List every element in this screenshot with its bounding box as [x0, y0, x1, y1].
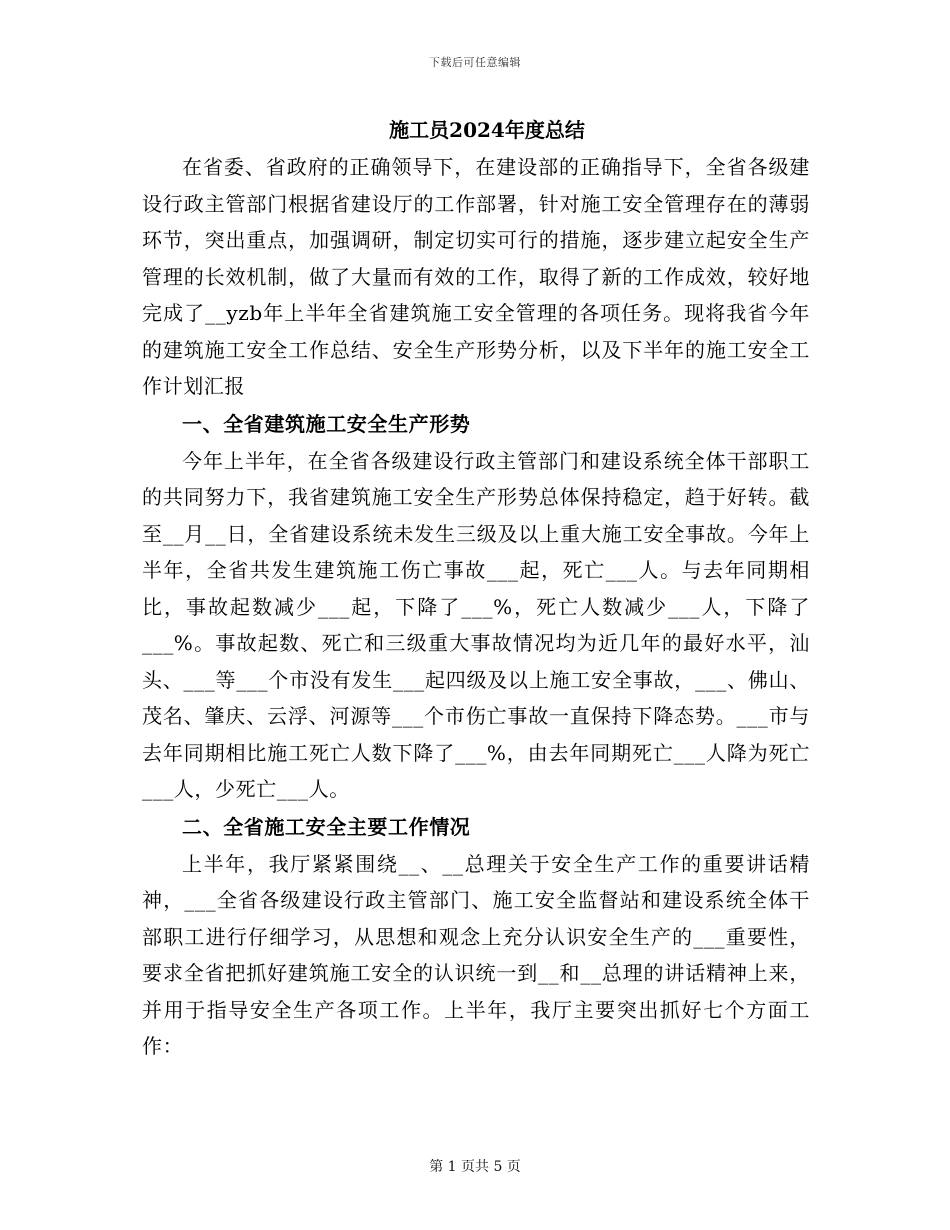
section-2-heading: 二、全省施工安全主要工作情况: [182, 814, 471, 839]
document-title: 施工员2024年度总结: [389, 118, 585, 142]
intro-paragraph: 在省委、省政府的正确领导下，在建设部的正确指导下，全省各级建设行政主管部门根据省建设厅的工作部署，针对施工安全管理存在的薄弱环节，突出重点，加强调研，制定切实可行的措施，逐步建立起安全生产管理的长效机制，做了大量而有效的工作，取得了新的工作成效，较好地完成了__yzb年上半年全省建筑施工安全管理的各项任务。现将我省今年的建筑施工安全工作总结、安全生产形势分析，以及下半年的施工安全工作计划汇报: [142, 155, 810, 398]
section-1-paragraph: 今年上半年，在全省各级建设行政主管部门和建设系统全体干部职工的共同努力下，我省建筑施工安全生产形势总体保持稳定，趋于好转。截至__月__日，全省建设系统未发生三级及以上重大施工安全事故。今年上半年，全省共发生建筑施工伤亡事故___起，死亡___人。与去年同期相比，事故起数减少___起，下降了___%，死亡人数减少___人，下降了___%。事故起数、死亡和三级重大事故情况均为近几年的最好水平，汕头、___等___个市没有发生___起四级及以上施工安全事故，___、佛山、茂名、肇庆、云浮、河源等___个市伤亡事故一直保持下降态势。___市与去年同期相比施工死亡人数下降了___%，由去年同期死亡___人降为死亡___人，少死亡___人。: [142, 448, 810, 801]
page-header: 下载后可任意编辑: [429, 56, 521, 69]
section-2-paragraph: 上半年，我厅紧紧围绕__、__总理关于安全生产工作的重要讲话精神，___全省各级建设行政主管部门、施工安全监督站和建设系统全体干部职工进行仔细学习，从思想和观念上充分认识安全生产的___重要性，要求全省把抓好建筑施工安全的认识统一到__和__总理的讲话精神上来，并用于指导安全生产各项工作。上半年，我厅主要突出抓好七个方面工作：: [142, 851, 810, 1058]
page-footer: 第 1 页共 5 页: [429, 1159, 521, 1175]
section-1-heading: 一、全省建筑施工安全生产形势: [182, 411, 471, 436]
document-body: [142, 111, 810, 1065]
